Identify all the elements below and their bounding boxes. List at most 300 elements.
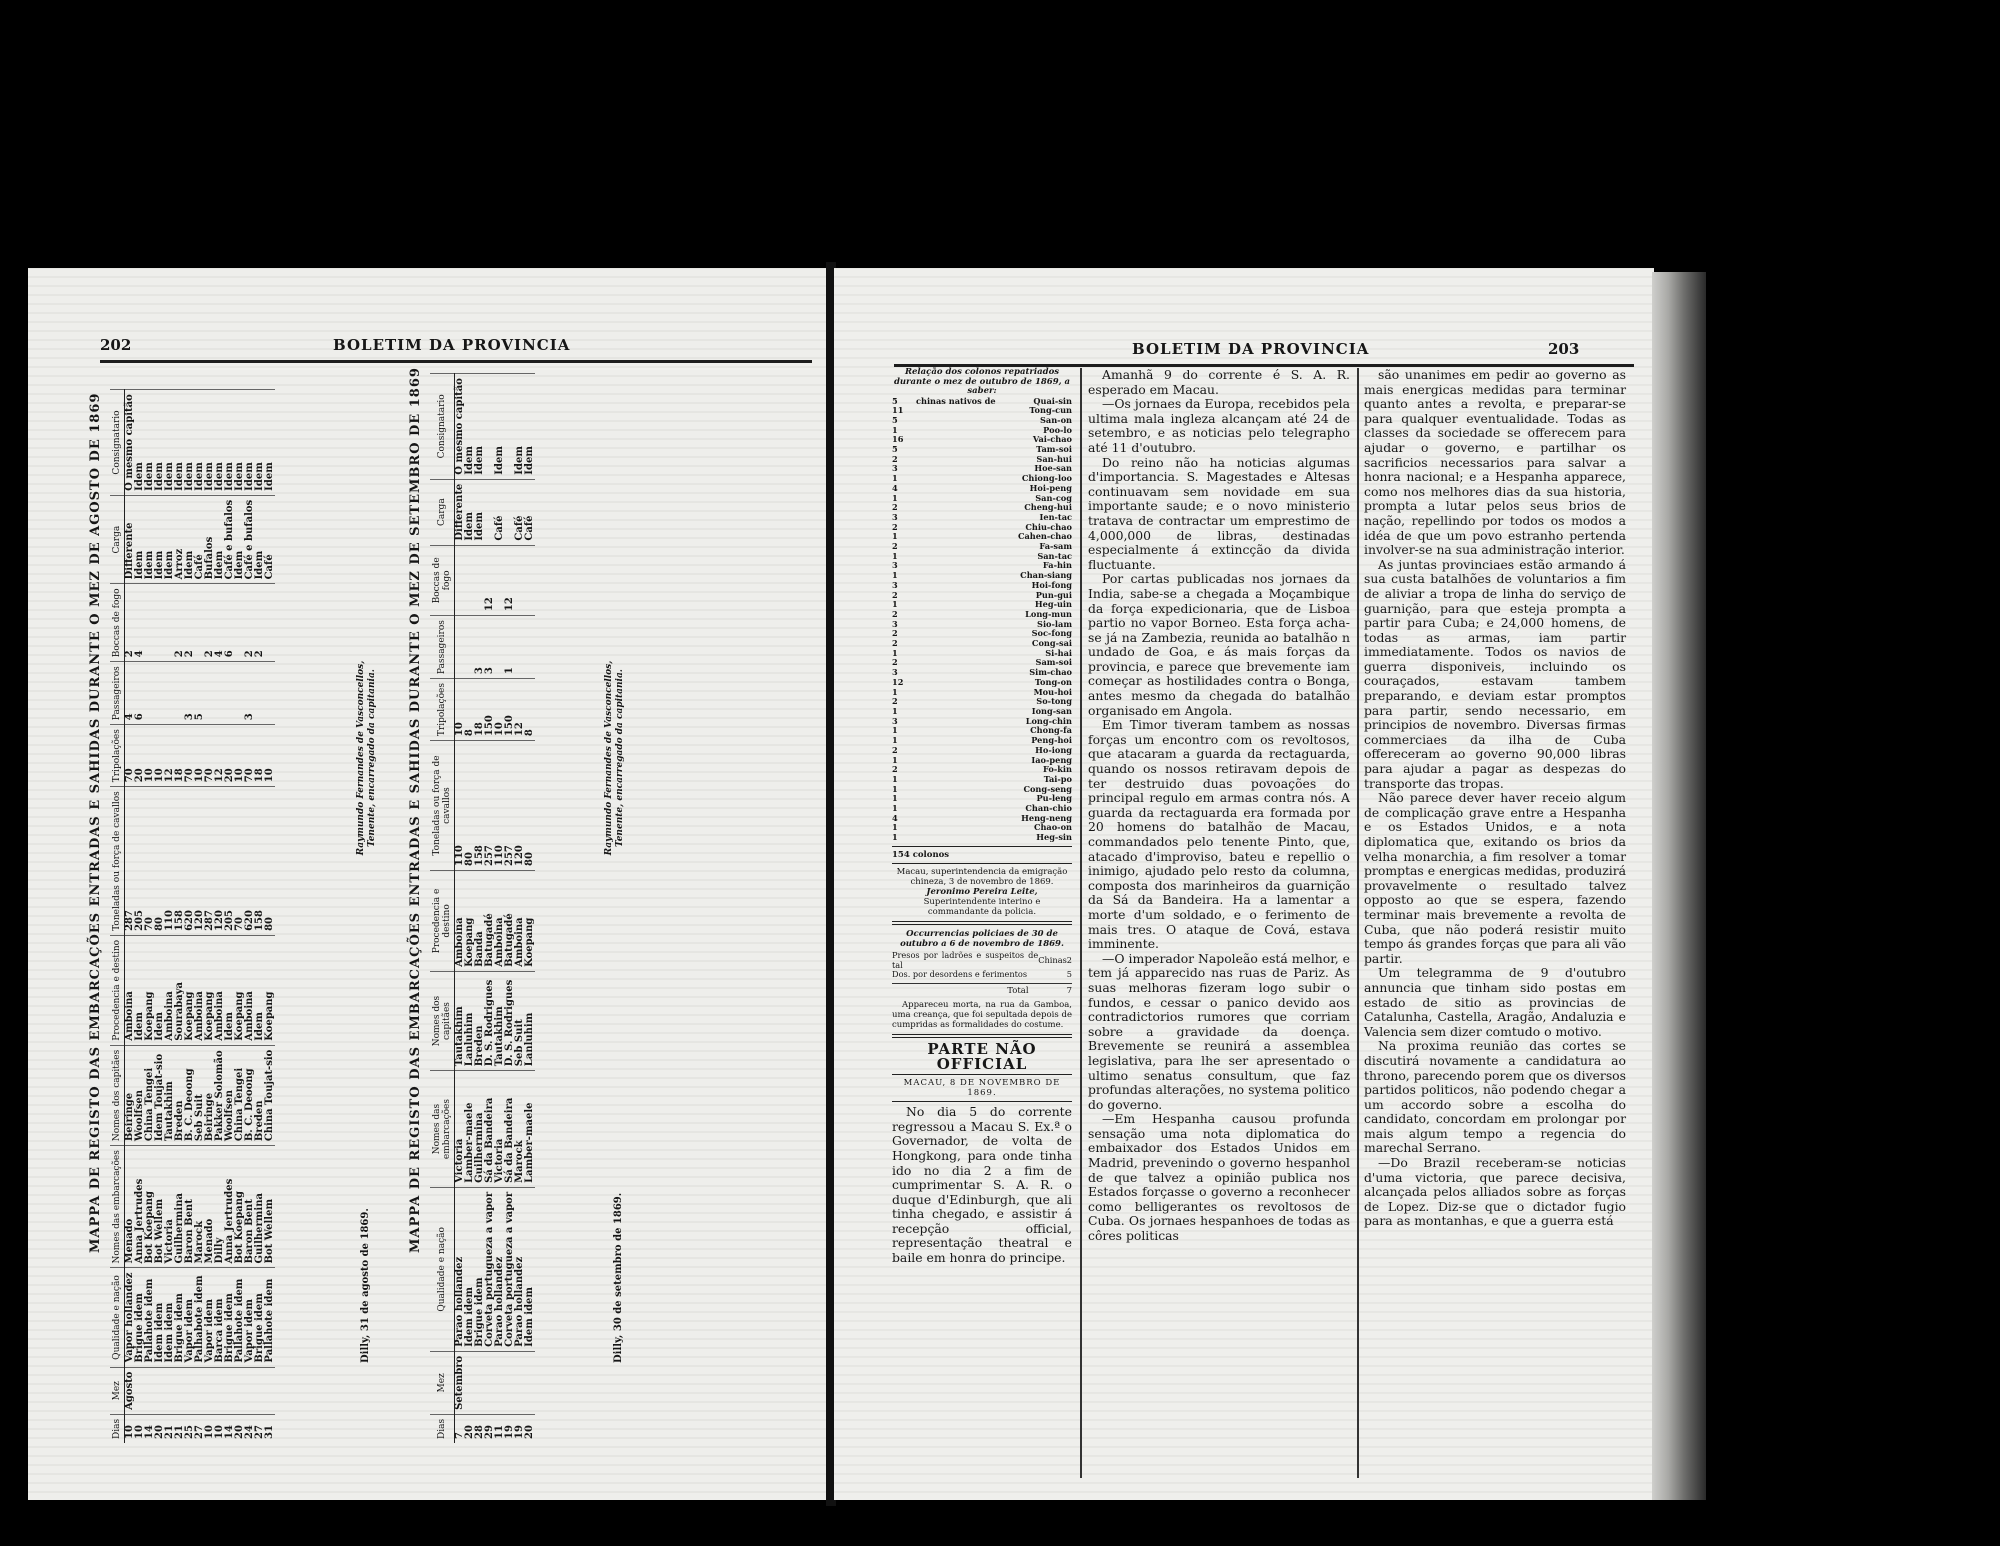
article-paragraph: Não parece dever haver receio algum de complicação grave entre a Hespanha e os Estados Unidos, e a nota diplomatica que, exitando os brios da velha monarchia, a fim resolver a tomar promptas e energicas medidas, produzirá provavelmente o resultado talvez opposto ao que se espera, fazendo terminar mais brevemente a revolta de Cuba, que não poderá resistir muito tempo ás grandes forças que para ali vão partir.: [1364, 790, 1626, 966]
table-cell: Differente: [455, 479, 466, 545]
table-cell: 120: [215, 787, 225, 936]
table-cell: Batugadé: [505, 871, 515, 972]
table-cell: Café: [495, 479, 505, 545]
table-cell: Guilhermina: [475, 1071, 485, 1188]
list-cell: Tong-cun: [1029, 405, 1072, 416]
list-cell: 2: [892, 589, 898, 600]
list-cell: Heg-uin: [1034, 599, 1072, 610]
table-cell: 120: [515, 741, 525, 871]
table-cell: 10: [125, 1414, 136, 1443]
list-cell: 4: [892, 812, 898, 823]
list-cell: Iong-san: [1031, 706, 1072, 716]
list-cell: Poo-lo: [1043, 424, 1072, 435]
register-table: [430, 373, 535, 1443]
list-cell: [916, 581, 1009, 591]
table-cell: [225, 1367, 235, 1414]
table-cell: Café: [265, 495, 275, 584]
list-cell: [916, 600, 1009, 610]
table-cell: 70: [205, 725, 215, 787]
table-cell: Amboina: [125, 935, 136, 1045]
table-cell: 28: [475, 1414, 485, 1443]
list-cell: [916, 649, 1009, 659]
table-cell: Presos por ladrões e suspeitos de tal: [892, 949, 1039, 970]
police-note: Appareceu morta, na rua da Gamboa, uma creança, que foi sepultada depois de cumpridas as formalidades do costume.: [892, 999, 1072, 1030]
list-cell: 1: [892, 822, 898, 833]
column-header: Toneladas ou força de cavallos: [430, 741, 455, 871]
table-cell: Amboina: [195, 935, 205, 1045]
column-header: Boccas de fogo: [430, 545, 455, 616]
list-cell: San-on: [1040, 414, 1072, 425]
list-cell: [916, 561, 1009, 571]
table-cell: Idem: [475, 374, 485, 480]
list-cell: [916, 726, 1009, 736]
table-date: Dilly, 31 de agosto de 1869.: [360, 1208, 371, 1363]
list-cell: Vai-chao: [1032, 434, 1072, 445]
page-number: 203: [1548, 340, 1580, 358]
list-cell: Long-chin: [1025, 715, 1072, 726]
list-cell: [916, 639, 1009, 649]
list-cell: 2: [892, 541, 898, 552]
table-cell: Café e bufalos: [245, 495, 255, 584]
list-cell: 2: [892, 764, 898, 775]
table-cell: 10: [155, 725, 165, 787]
list-cell: 1: [892, 492, 898, 503]
list-cell: Cheng-hui: [1024, 502, 1072, 513]
list-cell: 16: [892, 434, 904, 445]
list-cell: [916, 697, 1009, 707]
table-cell: Idem: [495, 374, 505, 480]
list-cell: Chiong-loo: [1021, 473, 1072, 484]
table-cell: Amboina: [495, 871, 505, 972]
table-cell: Breden: [255, 1045, 265, 1145]
list-cell: [916, 552, 1009, 562]
table-cell: Baron Bent: [245, 1146, 255, 1268]
list-cell: Soc-fong: [1031, 628, 1072, 639]
table-cell: [515, 616, 525, 679]
table-cell: Idem: [245, 390, 255, 496]
table-cell: 7: [455, 1414, 466, 1443]
list-cell: [916, 823, 1009, 833]
column-header: Nomes das embarcações: [110, 1146, 125, 1268]
table-cell: Koepang: [235, 935, 245, 1045]
table-cell: 20: [525, 1414, 535, 1443]
table-cell: Idem: [475, 479, 485, 545]
list-cell: [916, 406, 1009, 416]
table-cell: Batugadé: [485, 871, 495, 972]
table-cell: Vapor idem: [185, 1268, 195, 1367]
list-cell: 3: [892, 560, 898, 571]
table-cell: Palhabote idem: [195, 1268, 205, 1367]
table-cell: [155, 662, 165, 725]
list-cell: [916, 474, 1009, 484]
list-cell: [916, 775, 1009, 785]
table-cell: 3: [245, 662, 255, 725]
list-cell: San-tac: [1037, 550, 1072, 561]
table-cell: [465, 545, 475, 616]
table-cell: Idem: [135, 390, 145, 496]
list-cell: Hoe-san: [1034, 463, 1072, 474]
list-cell: 1: [892, 793, 898, 804]
list-cell: Quai-sin: [1033, 395, 1072, 406]
table-cell: Marock: [515, 1071, 525, 1188]
article-paragraph: Em Timor tiveram tambem as nossas forças um encontro com os revoltosos, que atacaram a guarda da rectaguarda, quando os nossos retiravam depois de ter destruido duas povoações do principal regulo em armas contra nós. A guarda da rectaguarda era formada por 20 homens do batalhão de Macau, commandados pelo tenente Pinto, que, atacado d'improviso, bateu e repellio o inimigo, ajudado pelo resto da columna, composta dos marinheiros da guarnição da Sá da Bandeira. Ha a lamentar a morte d'um soldado, e o ferimento de mais tres. O ataque de Cová, estava imminente.: [1088, 717, 1350, 952]
table-cell: Café: [525, 479, 535, 545]
list-cell: Cahen-chao: [1017, 531, 1072, 542]
table-cell: 2: [245, 584, 255, 662]
list-cell: Fo-kin: [1043, 764, 1072, 775]
list-cell: [916, 503, 1009, 513]
table-cell: Idem: [135, 495, 145, 584]
list-cell: Fa-sam: [1039, 541, 1072, 552]
table-cell: 620: [185, 787, 195, 936]
table-cell: 10: [205, 1414, 215, 1443]
table-cell: 80: [525, 741, 535, 871]
table-row: [265, 390, 275, 1443]
table-cell: [1038, 970, 1067, 980]
column-header: Dias: [110, 1414, 125, 1443]
table-cell: B. C. Deoong: [245, 1045, 255, 1145]
table-cell: Baron Bent: [185, 1146, 195, 1268]
list-cell: 1: [892, 773, 898, 784]
table-cell: 110: [165, 787, 175, 936]
table-cell: Victoria: [165, 1146, 175, 1268]
list-cell: Chao-on: [1033, 822, 1072, 833]
table-cell: 257: [485, 741, 495, 871]
table-cell: 2: [255, 584, 265, 662]
table-cell: Amboina: [455, 871, 466, 972]
table-cell: [165, 1367, 175, 1414]
list-cell: Chan-siang: [1020, 570, 1072, 581]
table-cell: 10: [235, 725, 245, 787]
table-cell: 158: [255, 787, 265, 936]
table-cell: 27: [255, 1414, 265, 1443]
list-cell: [916, 736, 1009, 746]
table-cell: 10: [455, 679, 466, 741]
table-cell: 19: [515, 1414, 525, 1443]
table-cell: Idem: [515, 374, 525, 480]
list-cell: 11: [892, 405, 904, 416]
table-cell: Amboina: [165, 935, 175, 1045]
table-cell: [145, 584, 155, 662]
list-item: [892, 833, 1072, 843]
list-cell: [916, 532, 1009, 542]
table-cell: 70: [145, 787, 155, 936]
list-cell: Tai-po: [1043, 773, 1072, 784]
table-cell: 80: [465, 741, 475, 871]
article-paragraph: No dia 5 do corrente regressou a Macau S. Ex.ª o Governador, de volta de Hongkong, para onde tinha ido no dia 2 a fim de cumprimentar S. A. R. o duque d'Edinburgh, que ali tinha chegado, e assistir á recepção official, representação theatral e baile em honra do principe.: [892, 1104, 1072, 1266]
list-cell: [916, 765, 1009, 775]
column-rule: [1357, 368, 1359, 1478]
list-cell: 1: [892, 754, 898, 765]
list-cell: 2: [892, 521, 898, 532]
list-cell: Mou-hoi: [1033, 686, 1072, 697]
table-cell: 2: [175, 584, 185, 662]
table-cell: [145, 1367, 155, 1414]
table-cell: 6: [135, 662, 145, 725]
list-cell: 1: [892, 473, 898, 484]
table-cell: Arroz: [175, 495, 185, 584]
list-cell: 3: [892, 511, 898, 522]
table-cell: 24: [245, 1414, 255, 1443]
article-paragraph: —Do Brazil receberam-se noticias d'uma victoria, que parece decisiva, alcançada pelos alliados sobre as forças de Lopez. Diz-se que o dictador fugio para as montanhas, e que a guerra está: [1364, 1155, 1626, 1229]
table-cell: Amboina: [245, 935, 255, 1045]
left-page: [28, 268, 828, 1500]
occurrences-total-row: [892, 983, 1072, 996]
table-cell: 2: [185, 584, 195, 662]
table-cell: [525, 616, 535, 679]
emigration-footer: Macau, superintendencia da emigração chineza, 3 de novembro de 1869.: [896, 866, 1068, 887]
article-paragraph: As juntas provinciaes estão armando á sua custa batalhões de voluntarios a fim de aliviar a tropa de linha do serviço de guarnição, para que esteja prompta a partir para Cuba; e 24,000 homens, de todas as armas, iam partir immediatamente. Todos os navios de guerra disponiveis, incluindo os couraçados, estavam tambem preparando, e deviam estar promptos para partir, sendo necessario, em principios de novembro. Diversas firmas commerciaes da ilha de Cuba offereceram ao governo 90,000 libras para ajudar a pagar as despezas do transporte das tropas.: [1364, 556, 1626, 791]
list-cell: Tong-on: [1034, 676, 1072, 687]
list-cell: Pu-leng: [1036, 793, 1072, 804]
table-cell: [185, 1367, 195, 1414]
table-cell: Barca idem: [215, 1268, 225, 1367]
table-signature: [604, 633, 626, 883]
table-cell: Idem: [465, 374, 475, 480]
table-cell: [225, 662, 235, 725]
list-cell: 2: [892, 638, 898, 649]
table-cell: 150: [505, 679, 515, 741]
header-rule: [100, 360, 812, 363]
table-cell: [135, 1367, 145, 1414]
table-cell: 18: [255, 725, 265, 787]
list-cell: 1: [892, 735, 898, 746]
table-cell: [525, 1351, 535, 1414]
table-cell: Anna Jertrudes: [135, 1146, 145, 1268]
signature-role: Tenente, encarregado da capitania.: [367, 669, 377, 847]
table-cell: 80: [155, 787, 165, 936]
register-table: [110, 389, 275, 1443]
table-cell: 1: [505, 616, 515, 679]
table-cell: Café: [515, 479, 525, 545]
table-cell: 120: [195, 787, 205, 936]
table-cell: Idem: [235, 495, 245, 584]
table-cell: 620: [245, 787, 255, 936]
table-cell: 70: [125, 725, 136, 787]
list-cell: [916, 494, 1009, 504]
table-cell: 10: [195, 725, 205, 787]
list-cell: 3: [892, 715, 898, 726]
table-cell: Idem: [225, 935, 235, 1045]
table-cell: 158: [175, 787, 185, 936]
list-cell: 1: [892, 550, 898, 561]
table-cell: [505, 1351, 515, 1414]
list-cell: 1: [892, 832, 898, 843]
table-cell: Koepang: [205, 935, 215, 1045]
table-cell: [495, 1351, 505, 1414]
table-cell: 25: [185, 1414, 195, 1443]
table-cell: D. S. Rodrigues: [485, 971, 495, 1070]
article-paragraph: são unanimes em pedir ao governo as mais energicas medidas para terminar quanto antes a revolta, e preparar-se para qualquer eventualidade. Todas as classes da sociedade se offerecem para ajudar o governo, e partilhar os sacrificios necessarios para salvar a honra nacional; e a Hespanha apparece, como nos melhores dias da sua historia, prompta a lutar pelos seus brios de nação, repellindo por todos os modos a idéa de que um povo estranho pertenda involver-se na sua administração interior.: [1364, 367, 1626, 558]
table-cell: [465, 1351, 475, 1414]
table-cell: 20: [235, 1414, 245, 1443]
table-cell: Idem: [255, 390, 265, 496]
table-cell: Guilhermina: [255, 1146, 265, 1268]
table-cell: 29: [485, 1414, 495, 1443]
table-cell: O mesmo capitão: [125, 390, 136, 496]
table-cell: Idem: [185, 495, 195, 584]
table-cell: Menado: [125, 1146, 136, 1268]
table-cell: Setembro: [455, 1351, 466, 1414]
table-cell: Idem: [255, 495, 265, 584]
table-cell: 257: [505, 741, 515, 871]
table-cell: [255, 1367, 265, 1414]
table-cell: [205, 662, 215, 725]
table-cell: Parao hollandez: [455, 1187, 466, 1351]
list-cell: [916, 542, 1009, 552]
table-cell: Brigue idem: [475, 1187, 485, 1351]
table-cell: 18: [175, 725, 185, 787]
list-cell: 2: [892, 502, 898, 513]
table-cell: Anna Jertrudes: [225, 1146, 235, 1268]
list-cell: Iao-peng: [1031, 754, 1072, 765]
table-cell: Seb Suit: [515, 971, 525, 1070]
table-cell: Idem: [265, 390, 275, 496]
column-3: [1364, 368, 1626, 1229]
article-paragraph: Na proxima reunião das cortes se discutirá novamente a candidatura ao throno, parecendo porem que os diversos partidos politicos, não podendo chegar a um accordo sobre a escolha do candidato, concordam em prolongar por mais algum tempo a regencia do marechal Serrano.: [1364, 1038, 1626, 1156]
list-cell: [916, 435, 1009, 445]
table-cell: 12: [515, 679, 525, 741]
table-cell: 205: [225, 787, 235, 936]
list-cell: [916, 445, 1009, 455]
table-cell: [525, 545, 535, 616]
table-cell: Lamber-maele: [465, 1071, 475, 1188]
table-cell: Idem: [205, 390, 215, 496]
right-page: [834, 268, 1654, 1500]
list-cell: Cong-seng: [1023, 783, 1072, 794]
list-cell: Chan-chio: [1025, 803, 1072, 814]
table-cell: Pallahote idem: [145, 1268, 155, 1367]
column-header: Nomes dos capitães: [110, 1045, 125, 1145]
table-cell: Vapor idem: [245, 1268, 255, 1367]
table-cell: Sá da Bandeira: [505, 1071, 515, 1188]
list-cell: 3: [892, 667, 898, 678]
table-cell: Corveta portugueza a vapor: [505, 1187, 515, 1351]
table-cell: Idem: [145, 495, 155, 584]
table-cell: 5: [195, 662, 205, 725]
table-cell: [515, 545, 525, 616]
table-cell: Idem: [155, 390, 165, 496]
list-cell: Ho-iong: [1035, 744, 1072, 755]
list-cell: 1: [892, 531, 898, 542]
table-cell: [215, 662, 225, 725]
table-cell: 8: [465, 679, 475, 741]
article-paragraph: —O imperador Napoleão está melhor, e tem já apparecido nas ruas de Pariz. As suas melhoras fizeram logo subir o fundos, e cessar o panico devido aos contradictorios rumores que corriam sobre a gravidade da doença. Brevemente se reunirá a assemblea legislativa, para lhe ser apresentado o ultimo senatus consultum, que faz profundas alterações, no systema politico do governo.: [1088, 950, 1350, 1112]
list-cell: 12: [892, 676, 904, 687]
occurrences-title: Occurrencias policiaes de 30 de outubro a 6 de novembro de 1869.: [900, 928, 1064, 949]
table-cell: 70: [245, 725, 255, 787]
column-header: Carga: [430, 479, 455, 545]
table-cell: China Tengei: [235, 1045, 245, 1145]
table-cell: 10: [145, 725, 155, 787]
list-cell: 5: [892, 444, 898, 455]
article-paragraph: —Em Hespanha causou profunda sensação uma nota diplomatica do embaixador dos Estados Unidos em Madrid, prevenindo o governo hespanhol de que talvez a opinião publica nos Estados forçasse o governo a reconhecer como belligerantes os revoltosos de Cuba. Os jornaes hespanhoes de todas as côres politicas: [1088, 1111, 1350, 1244]
list-cell: [916, 484, 1009, 494]
table-cell: Idem idem: [155, 1268, 165, 1367]
table-cell: 70: [185, 725, 195, 787]
table-cell: Lamber-maele: [525, 1071, 535, 1188]
table-cell: Brigue idem: [135, 1268, 145, 1367]
column-header: Passageiros: [110, 662, 125, 725]
list-cell: [916, 785, 1009, 795]
table-cell: Idem: [165, 495, 175, 584]
table-cell: Parao hollandez: [495, 1187, 505, 1351]
table-cell: Bot Wellem: [265, 1146, 275, 1268]
column-header: Tripolações: [430, 679, 455, 741]
signature-name: Raymundo Fernandes de Vasconcellos,: [356, 660, 366, 856]
column-header: Toneladas ou força de cavallos: [110, 787, 125, 936]
list-cell: 2: [892, 628, 898, 639]
list-cell: Tam-soi: [1036, 444, 1072, 455]
occurrences-table: [892, 951, 1072, 980]
table-cell: Lanluhim: [525, 971, 535, 1070]
table-cell: Idem Toujat-sio: [155, 1045, 165, 1145]
article-paragraph: Amanhã 9 do corrente é S. A. R. esperado em Macau.: [1088, 367, 1350, 397]
table-cell: Idem idem: [165, 1268, 175, 1367]
table-cell: Café: [195, 495, 205, 584]
table-cell: 20: [465, 1414, 475, 1443]
list-cell: [916, 416, 1009, 426]
divider: [892, 863, 1072, 864]
table-cell: Tautakhim: [495, 971, 505, 1070]
table-cell: Idem: [225, 390, 235, 496]
table-cell: 10: [265, 725, 275, 787]
column-header: Consignatario: [110, 390, 125, 496]
table-cell: Koepang: [265, 935, 275, 1045]
relacao-title: Relação dos colonos repatriados durante o mez de outubro de 1869, a saber:: [893, 367, 1071, 396]
list-cell: [916, 629, 1009, 639]
table-cell: 110: [455, 741, 466, 871]
column-header: Qualidade e nação: [110, 1268, 125, 1367]
table-cell: Corveta portugueza a vapor: [485, 1187, 495, 1351]
list-cell: [916, 464, 1009, 474]
divider: [892, 1101, 1072, 1102]
table-cell: 19: [505, 1414, 515, 1443]
table-cell: Sá da Bandeira: [485, 1071, 495, 1188]
table-cell: Amboina: [515, 871, 525, 972]
list-cell: San-hui: [1036, 453, 1072, 464]
list-cell: 1: [892, 686, 898, 697]
double-divider: [892, 1034, 1072, 1038]
table-cell: 158: [475, 741, 485, 871]
running-header: BOLETIM DA PROVINCIA: [1132, 340, 1370, 358]
table-cell: [265, 584, 275, 662]
column-header: Qualidade e nação: [430, 1187, 455, 1351]
table-cell: 4: [125, 662, 136, 725]
table-cell: 2: [205, 584, 215, 662]
table-cell: [455, 616, 466, 679]
table-cell: Idem: [135, 935, 145, 1045]
column-header: Procedencia e destino: [430, 871, 455, 972]
column-header: Carga: [110, 495, 125, 584]
table-cell: [265, 662, 275, 725]
table-cell: 14: [145, 1414, 155, 1443]
table-cell: Idem: [165, 390, 175, 496]
table-row: [525, 374, 535, 1444]
list-cell: Chiu-chao: [1025, 521, 1072, 532]
table-title: MAPPA DE REGISTO DAS EMBARCAÇÕES ENTRADAS E SAHIDAS DURANTE O MEZ DE SETEMBRO DE 1869: [408, 367, 423, 1253]
signature-role: Tenente, encarregado da capitania.: [615, 669, 625, 847]
list-cell: Cong-sai: [1031, 638, 1072, 649]
table-signature: [356, 633, 378, 883]
table-cell: 4: [135, 584, 145, 662]
table-cell: Idem: [215, 495, 225, 584]
list-cell: Sim-chao: [1029, 667, 1072, 678]
total-label: Total: [1007, 985, 1029, 996]
table-title: MAPPA DE REGISTO DAS EMBARCAÇÕES ENTRADAS E SAHIDAS DURANTE O MEZ DE AGOSTO DE 1869: [88, 392, 103, 1253]
list-cell: [916, 678, 1009, 688]
table-cell: Dos. por desordens e ferimentos: [892, 969, 1028, 980]
